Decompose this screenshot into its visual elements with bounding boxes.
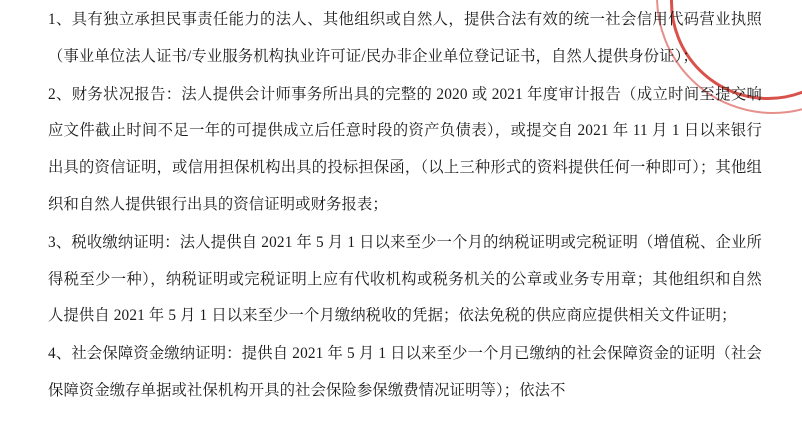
paragraph-2: 2、财务状况报告：法人提供会计师事务所出具的完整的 2020 或 2021 年度审计报告（成立时间至提交响应文件截止时间不足一年的可提供成立后任意时段的资产负债表），或提交自 2021 年 11 月 1 日以来银行出具的资信证明，或信用担保机构出具的投标担保函，（以上三种形式的资料提供任何一种即可）；其他组织和自然人提供银行出具的资信证明或财务报表；: [48, 85, 762, 213]
document-text-body: [48, 2, 762, 410]
paragraph-4: 4、社会保障资金缴纳证明：提供自 2021 年 5 月 1 日以来至少一个月已缴纳的社会保障资金的证明（社会保障资金缴存单据或社保机构开具的社会保险参保缴费情况证明等）；依法不: [48, 345, 762, 399]
paragraph-3: 3、税收缴纳证明：法人提供自 2021 年 5 月 1 日以来至少一个月的纳税证明或完税证明（增值税、企业所得税至少一种），纳税证明或完税证明上应有代收机构或税务机关的公章或业务专用章；其他组织和自然人提供自 2021 年 5 月 1 日以来至少一个月缴纳税收的凭据；依法免税的供应商应提供相关文件证明；: [48, 233, 762, 325]
paragraph-1: 1、具有独立承担民事责任能力的法人、其他组织或自然人，提供合法有效的统一社会信用代码营业执照（事业单位法人证书/专业服务机构执业许可证/民办非企业单位登记证书，自然人提供身份证）；: [48, 11, 762, 65]
